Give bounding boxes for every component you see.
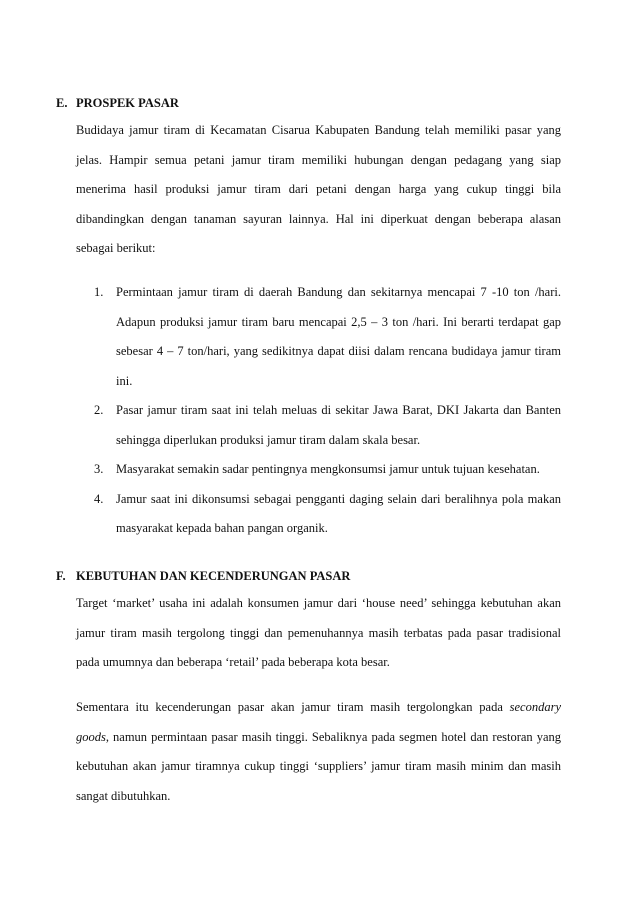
section-e-letter: E. — [56, 96, 68, 110]
list-item — [94, 485, 561, 544]
section-e-paragraph: Budidaya jamur tiram di Kecamatan Cisarua Kabupaten Bandung telah memiliki pasar yang jelas. Hampir semua petani jamur tiram memiliki hubungan dengan pedagang yang siap menerima hasil produksi jamur tiram dari petani dengan harga yang cukup tinggi bila dibandingkan dengan tanaman sayuran lainnya. Hal ini diperkuat dengan beberapa alasan sebagai berikut: — [76, 123, 561, 255]
paragraph-2-text-b: , namun permintaan pasar masih tinggi. Sebaliknya pada segmen hotel dan restoran yang kebutuhan akan jamur tiramnya cukup tinggi ‘suppliers’ jamur tiram masih minim dan masih sangat dibutuhkan. — [76, 729, 561, 803]
list-item-number: 1. — [94, 285, 104, 299]
paragraph-2-italic-term: secondary goods — [76, 700, 561, 744]
section-e-list — [94, 278, 561, 544]
section-e-title: PROSPEK PASAR — [76, 96, 179, 110]
paragraph-2-text-a: Sementara itu kecenderungan pasar akan jamur tiram masih tergolongkan pada — [76, 700, 510, 714]
section-f-paragraph-1: Target ‘market’ usaha ini adalah konsumen jamur dari ‘house need’ sehingga kebutuhan akan jamur tiram masih tergolong tinggi dan pemenuhannya masih terbatas pada pasar tradisional pada umumnya dan beberapa ‘retail’ pada beberapa kota besar. — [76, 596, 561, 669]
section-f-title: KEBUTUHAN DAN KECENDERUNGAN PASAR — [76, 569, 351, 583]
list-item — [94, 278, 561, 396]
list-item-text: Masyarakat semakin sadar pentingnya mengkonsumsi jamur untuk tujuan kesehatan. — [116, 462, 540, 476]
section-e-heading — [56, 95, 179, 111]
list-item-number: 3. — [94, 462, 104, 476]
section-f-paragraph-2 — [76, 693, 561, 811]
section-f-letter: F. — [56, 569, 66, 583]
list-item-text: Pasar jamur tiram saat ini telah meluas di sekitar Jawa Barat, DKI Jakarta dan Banten sehingga diperlukan produksi jamur tiram dalam skala besar. — [116, 403, 561, 447]
list-item-number: 4. — [94, 491, 104, 506]
list-item-number: 2. — [94, 403, 104, 417]
list-item-text: Jamur saat ini dikonsumsi sebagai pengganti daging selain dari beralihnya pola makan masyarakat kepada bahan pangan organik. — [116, 491, 561, 535]
list-item — [94, 455, 561, 485]
section-f-heading — [56, 568, 350, 584]
list-item-text: Permintaan jamur tiram di daerah Bandung dan sekitarnya mencapai 7 -10 ton /hari. Adapun produksi jamur tiram baru mencapai 2,5 – 3 ton /hari. Ini berarti terdapat gap sebesar 4 – 7 ton/hari, yang sedikitnya dapat diisi dalam rencana budidaya jamur tiram ini. — [116, 285, 561, 388]
list-item — [94, 396, 561, 455]
